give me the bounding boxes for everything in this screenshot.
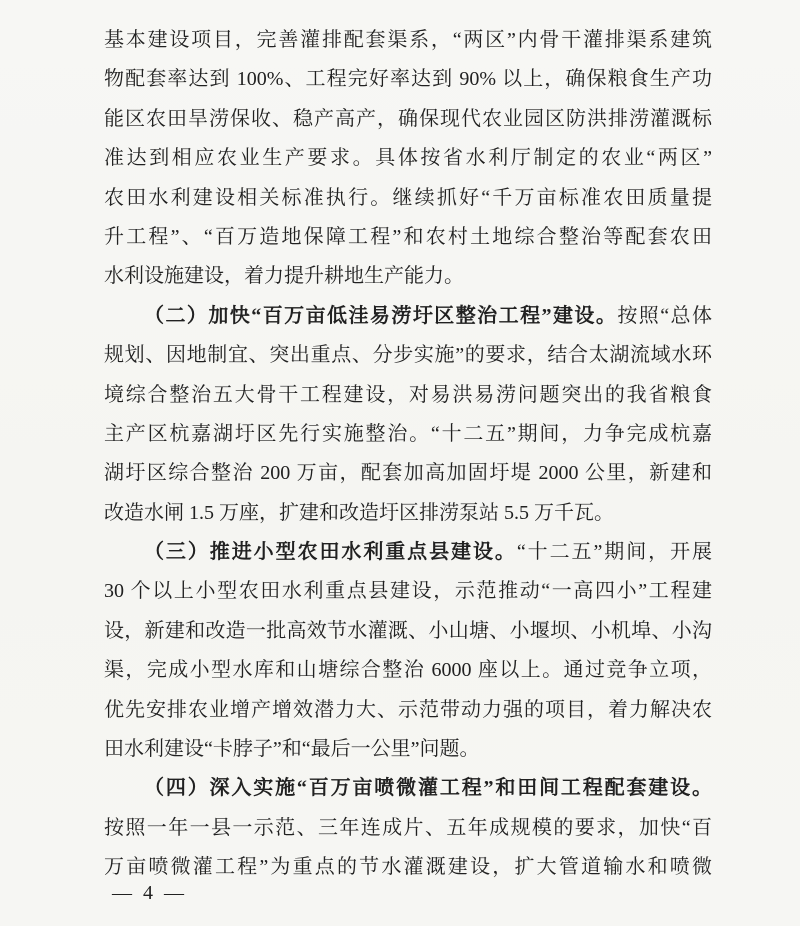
text-line xyxy=(104,494,712,533)
text-segment: 30 个以上小型农田水利重点县建设，示范推动“一高四小”工程建 xyxy=(104,580,712,603)
text-segment: 境综合整治五大骨干工程建设，对易洪易涝问题突出的我省粮食 xyxy=(104,383,712,406)
text-line xyxy=(104,415,712,454)
heading-segment: （三）推进小型农田水利重点县建设。 xyxy=(144,541,517,564)
text-segment: 按照“总体 xyxy=(617,304,712,327)
text-line xyxy=(104,651,712,690)
text-line xyxy=(104,139,712,178)
text-line xyxy=(104,257,712,296)
text-segment: 水利设施建设，着力提升耕地生产能力。 xyxy=(104,265,464,288)
text-segment: 规划、因地制宜、突出重点、分步实施”的要求，结合太湖流域水环 xyxy=(104,344,712,367)
text-segment: 设，新建和改造一批高效节水灌溉、小山塘、小堰坝、小机埠、小沟 xyxy=(104,619,712,642)
page-number: — 4 — xyxy=(112,882,187,904)
text-segment: 优先安排农业增产增效潜力大、示范带动力强的项目，着力解决农 xyxy=(104,698,712,721)
heading-segment: （四）深入实施“百万亩喷微灌工程”和田间工程配套建设。 xyxy=(144,777,712,800)
text-segment: 准达到相应农业生产要求。具体按省水利厅制定的农业“两区” xyxy=(104,147,712,170)
text-line xyxy=(104,376,712,415)
text-segment: 万亩喷微灌工程”为重点的节水灌溉建设，扩大管道输水和喷微 xyxy=(104,856,712,879)
text-line xyxy=(104,60,712,99)
text-segment: 升工程”、“百万造地保障工程”和农村土地综合整治等配套农田 xyxy=(104,225,712,248)
text-line xyxy=(104,100,712,139)
text-line xyxy=(104,179,712,218)
text-line xyxy=(104,21,712,60)
text-segment: 改造水闸 1.5 万座，扩建和改造圩区排涝泵站 5.5 万千瓦。 xyxy=(104,501,614,524)
text-line xyxy=(104,769,712,808)
text-segment: 渠，完成小型水库和山塘综合整治 6000 座以上。通过竞争立项， xyxy=(104,659,712,682)
text-line xyxy=(104,809,712,848)
text-segment: 按照一年一县一示范、三年连成片、五年成规模的要求，加快“百 xyxy=(104,816,712,839)
text-segment: 物配套率达到 100%、工程完好率达到 90% 以上，确保粮食生产功 xyxy=(104,68,712,91)
text-line xyxy=(104,454,712,493)
text-line xyxy=(104,572,712,611)
heading-segment: （二）加快“百万亩低洼易涝圩区整治工程”建设。 xyxy=(144,304,618,327)
text-line xyxy=(104,297,712,336)
text-segment: 湖圩区综合整治 200 万亩，配套加高加固圩堤 2000 公里，新建和 xyxy=(104,462,712,485)
text-segment: “十二五”期间，开展 xyxy=(516,541,713,564)
text-line xyxy=(104,533,712,572)
text-line xyxy=(104,336,712,375)
text-line xyxy=(104,730,712,769)
text-segment: 基本建设项目，完善灌排配套渠系，“两区”内骨干灌排渠系建筑 xyxy=(104,29,712,51)
text-line xyxy=(104,691,712,730)
document-body xyxy=(104,21,712,888)
text-segment: 能区农田旱涝保收、稳产高产，确保现代农业园区防洪排涝灌溉标 xyxy=(104,107,712,130)
text-line xyxy=(104,612,712,651)
text-segment: 农田水利建设相关标准执行。继续抓好“千万亩标准农田质量提 xyxy=(104,186,712,209)
text-segment: 主产区杭嘉湖圩区先行实施整治。“十二五”期间，力争完成杭嘉 xyxy=(104,422,712,445)
text-line xyxy=(104,848,712,887)
text-line xyxy=(104,218,712,257)
text-segment: 田水利建设“卡脖子”和“最后一公里”问题。 xyxy=(104,738,480,761)
